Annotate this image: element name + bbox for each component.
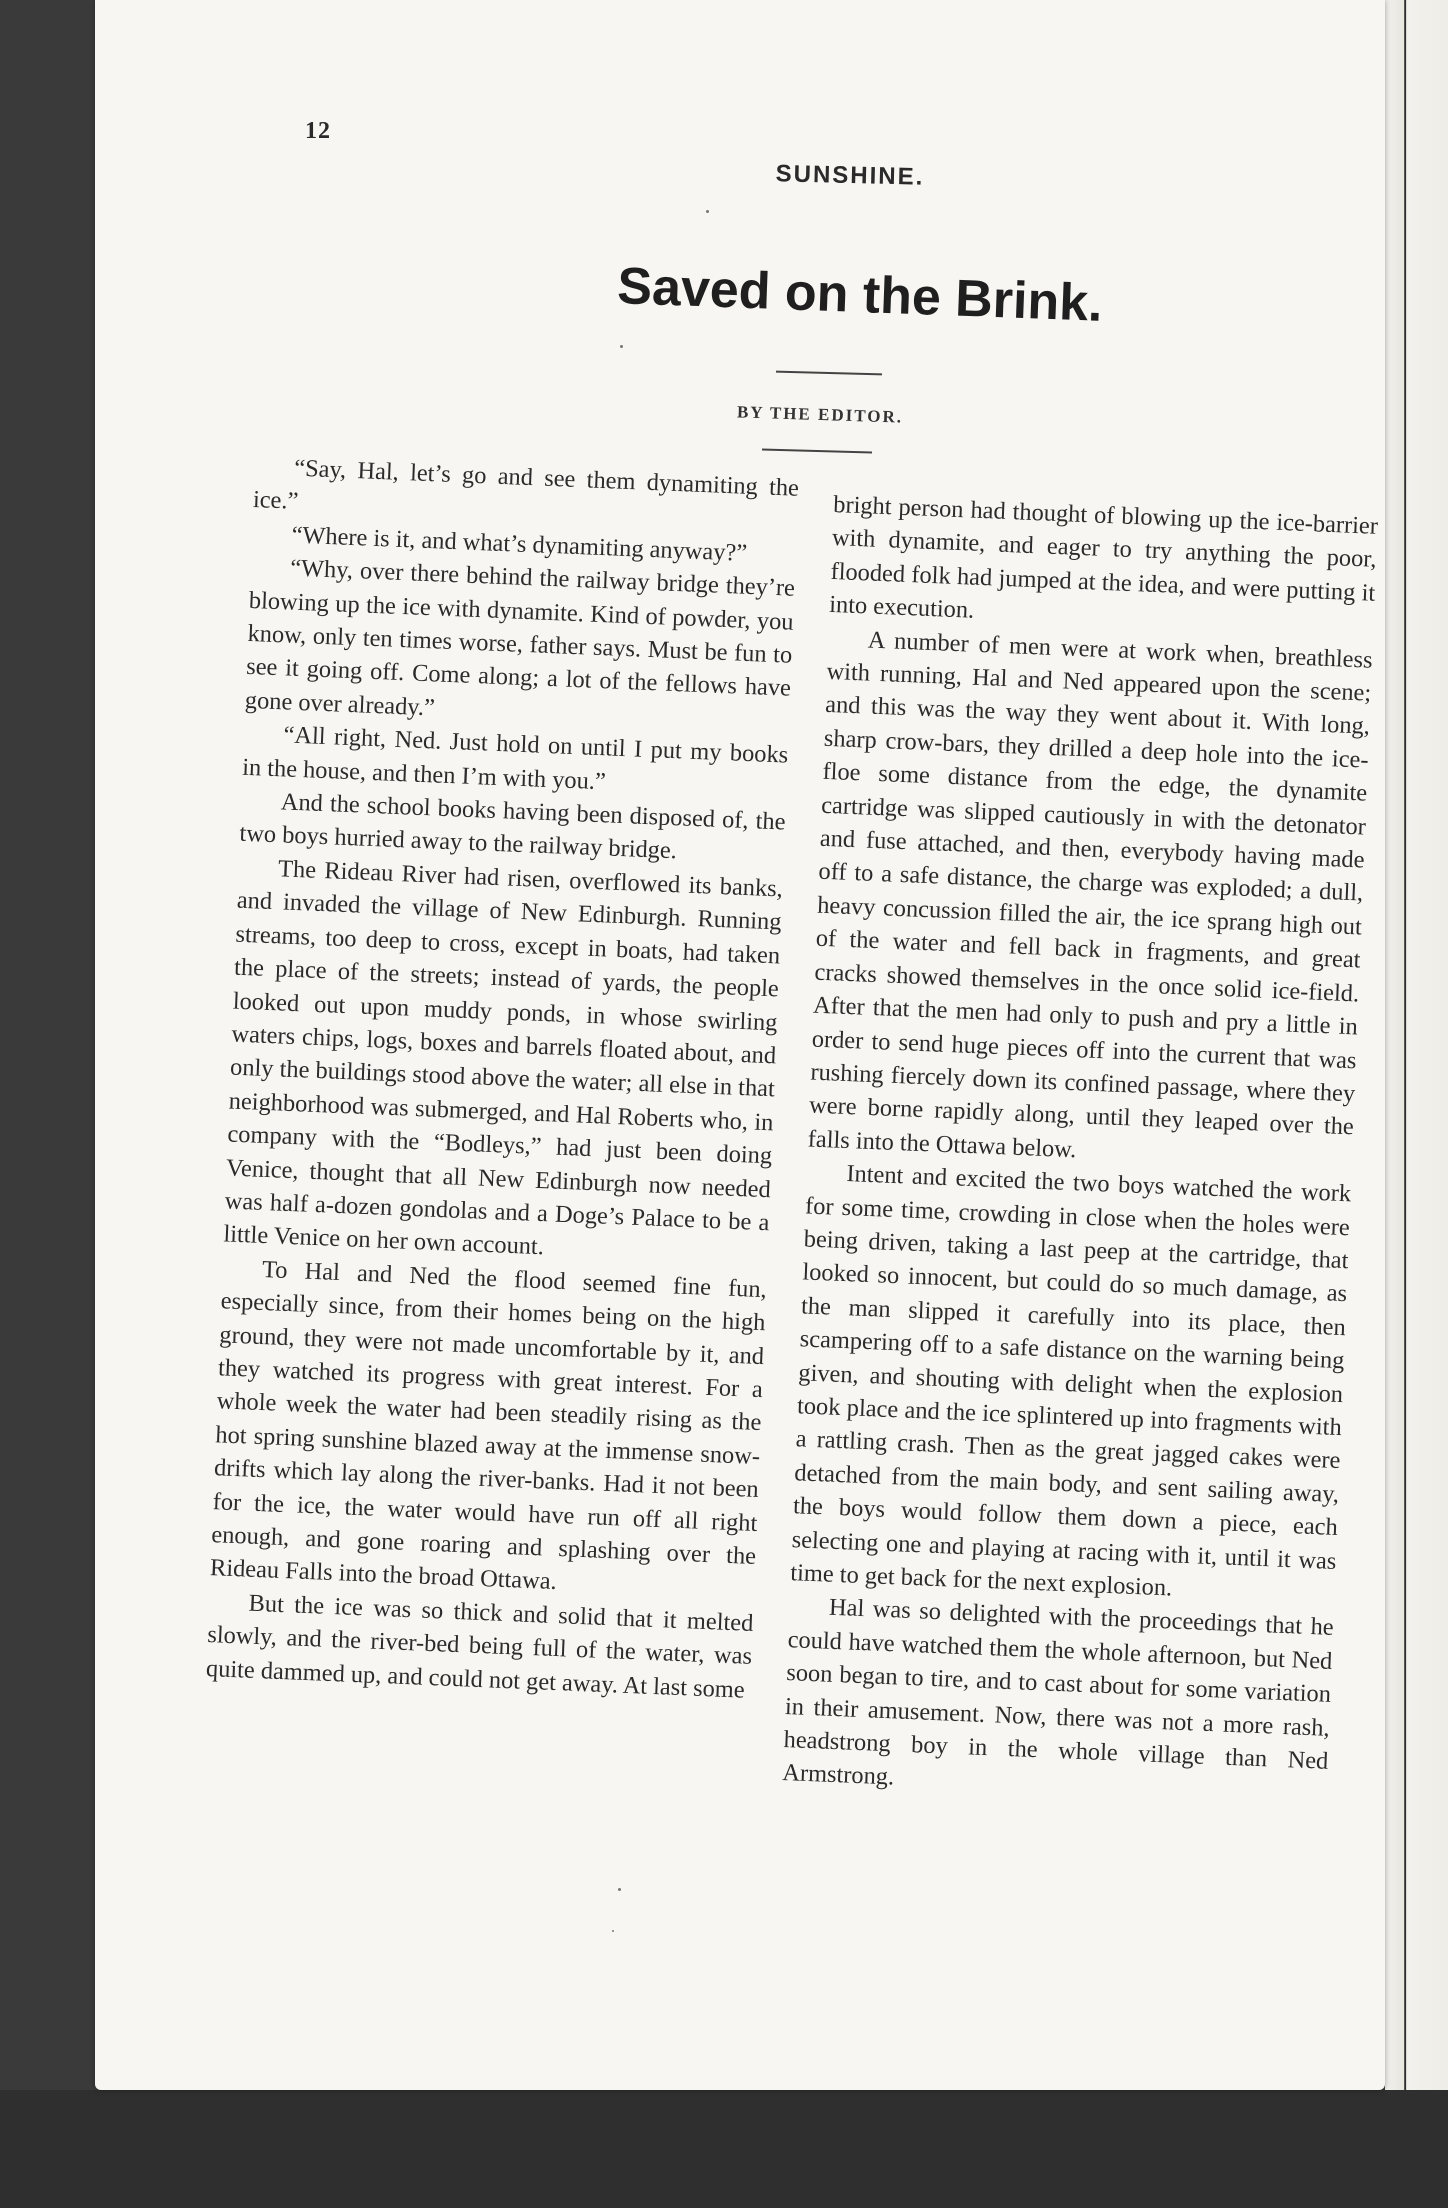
paragraph: But the ice was so thick and solid that it melted slowly, and the river-bed being full of the water, was quite dammed up, and could not get away. At last some — [205, 1589, 754, 1704]
paragraph: A number of men were at work when, breathless with running, Hal and Ned appeared upon the scene; and this was the way they went about it. With long, sharp crow-bars, they drilled a deep hole into the ice-floe some distance from the edge, the dynamite cartridge was slipped cautiously in with the detonator and fuse attached, and then, everybody having made off to a safe distance, the charge was exploded; a dull, heavy concussion filled the air, the ice sprang high out of the water and fell back in fragments, and great cracks showed themselves in the once solid ice-field. After that the men had only to push and pry a little in order to send huge pieces off into the current that was rushing fiercely down its confined passage, where they were borne rapidly along, until they leaped over the falls into the Ottawa below. — [807, 626, 1374, 1163]
print-speck — [706, 210, 709, 213]
paragraph: “All right, Ned. Just hold on until I put my books in the house, and then I’m with you.” — [241, 721, 789, 795]
article-column-right — [782, 488, 1379, 1812]
article-title: Saved on the Brink. — [616, 257, 1104, 333]
paragraph: bright person had thought of blowing up the ice-barrier with dynamite, and eager to try anything the poor, flooded folk had jumped at the idea, and were putting it into execution. — [828, 490, 1379, 624]
paragraph: To Hal and Ned the flood seemed fine fun, especially since, from their homes being on the high ground, they were not made uncomfortable by it, and they watched its progress with great interest. For a whole week the water had been steadily rising as the hot spring sunshine blazed away at the immense snow-drifts which lay along the river-banks. Had it not been for the ice, the water would have run off all right enough, and gone roaring and splashing over the Rideau Falls into the broad Ottawa. — [209, 1255, 768, 1596]
print-speck — [618, 1888, 621, 1891]
print-speck — [620, 345, 623, 348]
paragraph: “Why, over there behind the railway bridge they’re blowing up the ice with dynamite. Kind of powder, you know, only ten times worse, father says. Must be fun to see it going off. Come along; a lot of the fellows have gone over already.” — [244, 554, 796, 722]
paragraph: Hal was so delighted with the proceedings that he could have watched them the whole afternoon, but Ned soon began to tire, and to cast about for some variation in their amusement. Now, there was not a more rash, headstrong boy in the whole village than Ned Armstrong. — [781, 1594, 1335, 1791]
print-speck — [612, 1930, 614, 1932]
article-column-left — [205, 450, 799, 1707]
adjacent-page-edge — [1385, 0, 1448, 2208]
paragraph: And the school books having been disposed of, the two boys hurried away to the railway bridge. — [239, 788, 787, 865]
byline: BY THE EDITOR. — [736, 402, 904, 427]
paragraph: “Say, Hal, let’s go and see them dynamiting the ice.” — [252, 454, 800, 516]
scan-bottom-strip — [0, 2090, 1448, 2208]
paragraph: The Rideau River had risen, overflowed its banks, and invaded the village of New Edinburgh. Running streams, too deep to cross, except in boats, had taken the place of the streets; instead of yards, the people looked out upon muddy ponds, in whose swirling waters chips, logs, boxes and barrels floated about, and only the buildings stood above the water; all else in that neighborhood was submerged, and Hal Roberts who, in company with the “Bodleys,” had just been doing Venice, thought that all New Edinburgh now needed was half a-dozen gondolas and a Doge’s Palace to be a little Venice on her own account. — [222, 855, 784, 1261]
paragraph: “Where is it, and what’s dynamiting anyway?” — [291, 521, 748, 567]
paragraph: Intent and excited the two boys watched the work for some time, crowding in close when the holes were being driven, taking a last peep at the cartridge, that looked so innocent, but could do so much damage, as the man slipped it carefully into its place, then scampering off to a safe distance on the warning being given, and shouting with delight when the explosion took place and the ice splintered up into fragments with a rattling crash. Then as the great jagged cakes were detached from the main body, and sent sailing away, the boys would follow them down a piece, each selecting one and playing at racing with it, until it was time to get back for the next explosion. — [789, 1160, 1352, 1602]
running-head: SUNSHINE. — [775, 160, 925, 191]
page-number: 12 — [305, 118, 331, 144]
